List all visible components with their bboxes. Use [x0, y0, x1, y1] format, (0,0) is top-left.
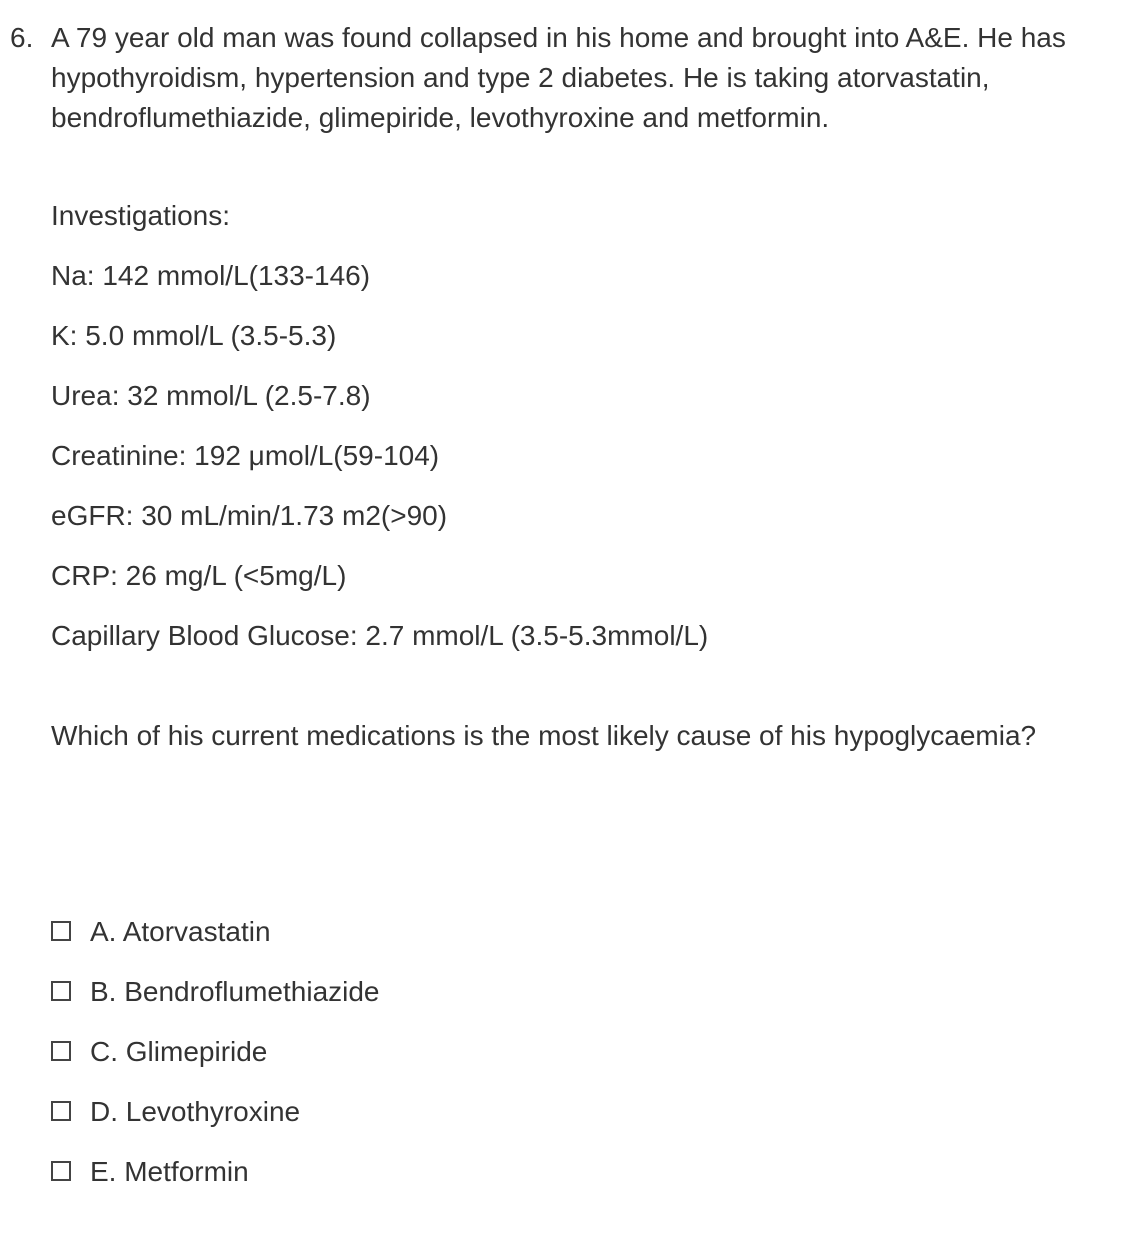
investigations-heading: Investigations: [51, 200, 230, 231]
investigation-sodium: Na: 142 mmol/L(133-146) [51, 260, 371, 291]
investigation-urea: Urea: 32 mmol/L (2.5-7.8) [51, 380, 371, 411]
checkbox-icon[interactable] [51, 1101, 71, 1121]
checkbox-icon[interactable] [51, 981, 71, 1001]
option-d-label: D. Levothyroxine [90, 1096, 301, 1127]
investigation-glucose: Capillary Blood Glucose: 2.7 mmol/L (3.5-5.3mmol/L) [51, 620, 709, 651]
option-b-label: B. Bendroflumethiazide [90, 976, 380, 1007]
option-c[interactable] [51, 1034, 380, 1094]
investigation-crp: CRP: 26 mg/L (<5mg/L) [51, 560, 347, 591]
option-d[interactable] [51, 1094, 380, 1154]
option-a-label: A. Atorvastatin [90, 916, 271, 947]
answer-options [51, 914, 380, 1214]
question-prompt: Which of his current medications is the most likely cause of his hypoglycaemia? [51, 720, 1037, 751]
investigation-potassium: K: 5.0 mmol/L (3.5-5.3) [51, 320, 337, 351]
option-e-label: E. Metformin [90, 1156, 249, 1187]
investigation-egfr: eGFR: 30 mL/min/1.73 m2(>90) [51, 500, 448, 531]
option-b[interactable] [51, 974, 380, 1034]
investigations-list [51, 258, 708, 678]
question-number: 6. [10, 22, 34, 53]
option-c-label: C. Glimepiride [90, 1036, 268, 1067]
checkbox-icon[interactable] [51, 1161, 71, 1181]
checkbox-icon[interactable] [51, 1041, 71, 1061]
investigation-creatinine: Creatinine: 192 μmol/L(59-104) [51, 440, 440, 471]
option-e[interactable] [51, 1154, 380, 1214]
checkbox-icon[interactable] [51, 921, 71, 941]
question-stem-text: A 79 year old man was found collapsed in his home and brought into A&E. He has hypothyroidism, hypertension and type 2 diabetes. He is taking atorvastatin, bendroflumethiazide, glimepiride, levothyroxine and metformin. [51, 22, 1066, 133]
option-a[interactable] [51, 914, 380, 974]
